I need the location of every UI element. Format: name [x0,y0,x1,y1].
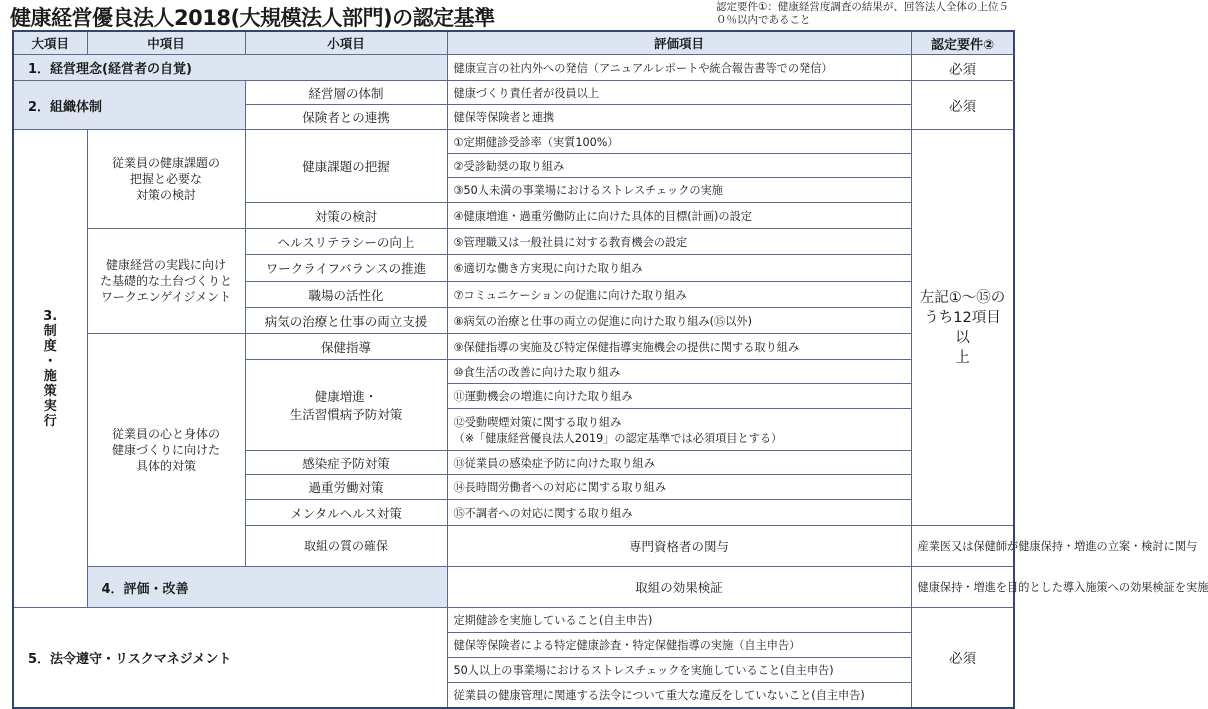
eval-cell: ⑧病気の治療と仕事の両立の促進に向けた取り組み(⑮以外) [447,308,911,334]
eval-cell: 定期健診を実施していること(自主申告) [447,608,911,633]
middle-cell-2: 健康経営の実践に向け た基礎的な土台づくりと ワークエンゲイジメント [87,229,245,334]
req-cell: 左記①～⑮の うち12項目以 上 [911,130,1014,526]
eval-cell: 健保等保険者と連携 [447,105,911,130]
table-row [13,81,1014,105]
eval-cell: ⑫受動喫煙対策に関する取り組み （※「健康経営優良法人2019」の認定基準では必須項目とする） [447,409,911,451]
header-major: 大項目 [13,31,87,55]
eval-cell: ①定期健診受診率（実質100%） [447,130,911,154]
header-req: 認定要件② [911,31,1014,55]
eval-cell: ②受診勧奨の取り組み [447,154,911,178]
middle-cell-3: 従業員の心と身体の 健康づくりに向けた 具体的対策 [87,334,245,567]
eval-cell: ⑮不調者への対応に関する取り組み [447,500,911,526]
eval-cell: ③50人未満の事業場におけるストレスチェックの実施 [447,178,911,203]
eval-cell: 従業員の健康管理に関連する法令について重大な違反をしていないこと(自主申告) [447,683,911,708]
eval-cell: ⑬従業員の感染症予防に向けた取り組み [447,451,911,475]
req-cell: 必須 [911,55,1014,81]
table-row [13,567,1014,608]
minor-cell: 対策の検討 [245,203,447,229]
header-row [13,31,1014,55]
minor-cell: 病気の治療と仕事の両立支援 [245,308,447,334]
minor-cell: 専門資格者の関与 [447,526,911,567]
section-4-label: 4．評価・改善 [87,567,447,608]
section-3-label: 3. 制 度 ・ 施 策 実 行 [13,130,87,608]
header-middle: 中項目 [87,31,245,55]
table-row [13,608,1014,633]
minor-cell: 健康増進・ 生活習慣病予防対策 [245,360,447,451]
table-row [13,334,1014,360]
table-row [13,229,1014,255]
eval-cell: ⑨保健指導の実施及び特定保健指導実施機会の提供に関する取り組み [447,334,911,360]
certification-note: 認定要件①：健康経営度調査の結果が、回答法人全体の上位５０％以内であること [716,1,1009,26]
minor-cell: 経営層の体制 [245,81,447,105]
req-cell: 必須 [911,608,1014,708]
header-eval: 評価項目 [447,31,911,55]
table-row [13,55,1014,81]
eval-cell: 50人以上の事業場におけるストレスチェックを実施していること(自主申告) [447,658,911,683]
section-1-label: 1．経営理念(経営者の自覚) [13,55,447,81]
minor-cell: 職場の活性化 [245,282,447,308]
page-title: 健康経営優良法人2018(大規模法人部門)の認定基準 [10,6,495,30]
table-row [13,130,1014,154]
eval-cell: 健康保持・増進を目的とした導入施策への効果検証を実施 [911,567,1014,608]
req-cell: 必須 [911,81,1014,130]
header-minor: 小項目 [245,31,447,55]
eval-cell: ⑭長時間労働者への対応に関する取り組み [447,475,911,500]
eval-cell: ④健康増進・過重労働防止に向けた具体的目標(計画)の設定 [447,203,911,229]
eval-cell: ⑪運動機会の増進に向けた取り組み [447,384,911,409]
middle-cell-4: 取組の質の確保 [245,526,447,567]
eval-cell: 産業医又は保健師が健康保持・増進の立案・検討に関与 [911,526,1014,567]
minor-cell: ヘルスリテラシーの向上 [245,229,447,255]
section-2-label: 2．組織体制 [13,81,245,130]
eval-cell: ⑤管理職又は一般社員に対する教育機会の設定 [447,229,911,255]
eval-cell: 健康宣言の社内外への発信（アニュアルレポートや統合報告書等での発信） [447,55,911,81]
eval-cell: 健保等保険者による特定健康診査・特定保健指導の実施（自主申告） [447,633,911,658]
minor-cell: 保険者との連携 [245,105,447,130]
minor-cell: ワークライフバランスの推進 [245,255,447,282]
minor-cell: 取組の効果検証 [447,567,911,608]
minor-cell: 感染症予防対策 [245,451,447,475]
minor-cell: メンタルヘルス対策 [245,500,447,526]
minor-cell: 保健指導 [245,334,447,360]
eval-cell: ⑦コミュニケーションの促進に向けた取り組み [447,282,911,308]
eval-cell: ⑩食生活の改善に向けた取り組み [447,360,911,384]
eval-cell: 健康づくり責任者が役員以上 [447,81,911,105]
minor-cell: 健康課題の把握 [245,130,447,203]
minor-cell: 過重労働対策 [245,475,447,500]
middle-cell-1: 従業員の健康課題の 把握と必要な 対策の検討 [87,130,245,229]
section-5-label: 5．法令遵守・リスクマネジメント [13,608,447,708]
criteria-table [12,30,1208,709]
eval-cell: ⑥適切な働き方実現に向けた取り組み [447,255,911,282]
